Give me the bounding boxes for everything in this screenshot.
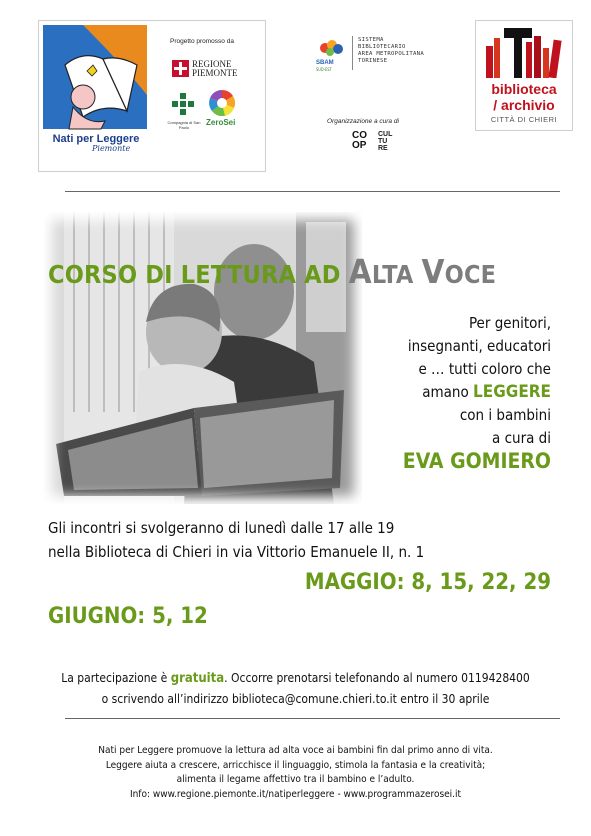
schedule-text: Gli incontri si svolgeranno di lunedì dalle 17 alle 19 nella Biblioteca di Chieri in via Vittorio Emanuele II, n. 1 <box>48 519 425 561</box>
culture-logo: CUL TU RE <box>378 131 393 152</box>
audience-line: amano LEGGERE <box>422 382 551 402</box>
may-dates: MAGGIO: 8, 15, 22, 29 <box>304 570 551 595</box>
audience-line: a cura di <box>492 429 551 447</box>
regione-piemonte-name: REGIONE PIEMONTE <box>192 59 238 78</box>
compagnia-san-paolo-text: Compagnia di San Paolo <box>167 120 201 130</box>
audience-line: e … tutti coloro che <box>418 360 551 378</box>
citta-di-chieri-text: CITTÀ DI CHIERI <box>490 115 558 124</box>
june-dates: GIUGNO: 5, 12 <box>48 604 208 629</box>
sbam-divider <box>352 36 353 70</box>
sbam-label: SBAM <box>316 60 334 66</box>
curator-name: EVA GOMIERO <box>402 449 551 473</box>
info-links: Info: www.regione.piemonte.it/natiperleggere - www.programmazerosei.it <box>129 788 462 800</box>
bottom-divider <box>65 718 560 719</box>
regione-piemonte-flag-icon <box>172 60 189 77</box>
nati-per-leggere-title: Nati per Leggere <box>52 133 140 145</box>
organization-text: Organizzazione a cura di <box>327 118 399 125</box>
top-divider <box>65 191 560 192</box>
audience-line: insegnanti, educatori <box>407 337 551 355</box>
biblioteca-name: biblioteca <box>491 81 557 97</box>
participation-info: La partecipazione è gratuita. Occorre prenotarsi telefonando al numero 0119428400 o scrivendo all’indirizzo biblioteca@comune.chieri.to.it entro il 30 aprile <box>61 671 530 706</box>
audience-line: Per genitori, <box>468 314 551 332</box>
sbam-sublabel: SUD-EST <box>316 67 332 72</box>
footer-text: Nati per Leggere promuove la lettura ad alta voce ai bambini fin dal primo anno di vita. Leggere aiuta a crescere, arricchisce il linguaggio, stimola la fantasia e la creatività; alimenta il legame affettivo tra il bambino e l’adulto. Info: www.regione.piemonte.it/natiperleggere - www.programmazerosei.it <box>0 744 591 802</box>
zerosei-logo <box>209 90 235 116</box>
biblioteca-books-icon <box>482 26 564 78</box>
promoted-by-text: Progetto promosso da <box>170 38 234 45</box>
audience-block <box>403 312 551 473</box>
audience-line: con i bambini <box>459 406 551 424</box>
sbam-logo <box>316 38 346 60</box>
course-title: CORSO DI LETTURA AD ALTA VOCE <box>48 252 497 291</box>
zerosei-text: ZeroSei <box>206 118 236 127</box>
coop-logo: CO OP <box>352 130 367 151</box>
nati-per-leggere-subtitle: Piemonte <box>92 144 131 153</box>
compagnia-san-paolo-logo <box>172 93 194 117</box>
archivio-name: / archivio <box>493 97 555 113</box>
sbam-description: SISTEMA BIBLIOTECARIO AREA METROPOLITANA TORINESE <box>358 37 425 64</box>
